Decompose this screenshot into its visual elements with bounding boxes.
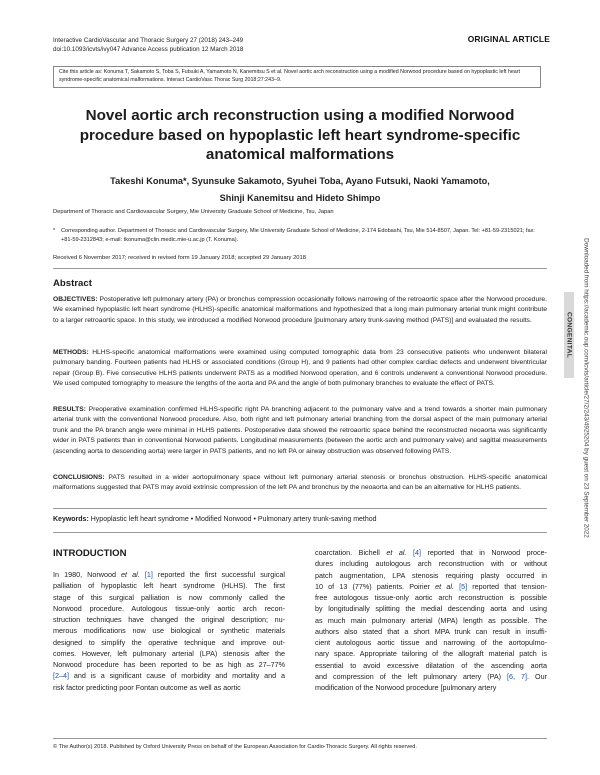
copyright-footer: © The Author(s) 2018. Published by Oxford University Press on behalf of the European Association for Cardio-Thoracic Surgery. All rights reserved. [53,744,417,750]
abstract-conclusions [53,473,547,494]
conclusions-label: CONCLUSIONS: [53,474,105,481]
abstract-methods [53,348,547,390]
intro-column-left [53,569,285,693]
affiliation: Department of Thoracic and Cardiovascular Surgery, Mie University Graduate School of Medicine, Tsu, Japan [53,209,334,215]
methods-text: HLHS-specific anatomical malformations were examined using computed tomographic data from 23 consecutive patients who underwent bilateral pulmonary banding. Fourteen patients had HLHS or associated conditions (Group H), and 9 patients had other complex cardiac defects and underwent biventricular repair (Group B). Five consecutive HLHS patients underwent PATS as a modified Norwood operation, and 6 controls underwent a conventional Norwood procedure. We used computed tomography to measure the lengths of the aorta and PA and the angle of both pulmonary branches to evaluate the effect of PATS. [53,349,547,388]
citation-box [53,66,541,88]
footnote-star: * [53,228,56,234]
introduction-heading: INTRODUCTION [53,548,127,559]
line-text: Norwood procedure. Autologous tissue-only aortic arch recon- [53,603,285,613]
citation-ref[interactable]: [6, 7] [507,671,528,681]
intro-line [315,603,547,614]
download-note: Downloaded from https://academic.oup.com/icvts/article/27/2/243/4925204 by guest on 23 September 2022 [582,238,590,538]
intro-line [315,581,547,592]
line-text: In 1980, Norwood [53,570,122,579]
keywords-text: Hypoplastic left heart syndrome • Modified Norwood • Pulmonary artery trunk-saving method [88,516,377,523]
intro-line [53,614,285,625]
line-text: reported that tension- [467,581,547,591]
citation-ref[interactable]: [5] [453,581,468,591]
section-tab [564,292,574,378]
line-text: . Our [527,671,548,681]
italic-text: et al. [386,548,407,557]
abstract-heading: Abstract [53,278,92,289]
line-text: free autologous tissue-only aortic arch reconstruction is possible [315,593,547,602]
line-text: as much main pulmonary arterial (MPA) length as possible. The [315,615,547,625]
abstract-results [53,405,547,457]
intro-line [53,659,285,670]
intro-line [315,558,547,569]
citation-ref[interactable]: [1] [139,570,153,579]
intro-line [315,671,547,682]
running-header [53,36,243,54]
abstract-objectives [53,295,547,326]
line-text: and compression of the left pulmonary artery (PA) [315,671,508,681]
citation-ref[interactable]: [2–4] [53,671,69,681]
intro-line [53,625,285,636]
intro-line [315,615,547,626]
line-text: merous modifications now use biological or synthetic materials [53,626,285,636]
results-label: RESULTS: [53,406,86,413]
line-text: cient autologous aortic tissue and narrowing of the aortopulmo- [315,638,547,647]
line-text: risk factor predicting poor Fontan outcome as well as aortic [53,682,241,692]
intro-line [53,603,285,614]
intro-line [53,580,285,591]
line-text: by longitudinally splitting the medial descending aorta and using [315,604,547,614]
conclusions-text: PATS resulted in a wider aortopulmonary space without left pulmonary arterial stenosis or bronchus obstruction. HLHS-specific anatomical malformations suggested that PATS may avoid extrinsic compression of the left PA and bronchus by the neoaorta and can be an alternative for HLHS patients. [53,474,547,492]
received-dates: Received 6 November 2017; received in revised form 19 January 2018; accepted 29 January 2018 [53,255,306,261]
intro-line [53,592,285,603]
citation-ref[interactable]: [4] [406,548,421,557]
author-line-2: Shinji Kanemitsu and Hideto Shimpo [219,192,381,203]
keywords-top-rule [53,508,547,509]
line-text: Norwood procedure has been reported to be as high as 27–77% [53,660,285,669]
objectives-text: Postoperative left pulmonary artery (PA) or bronchus compression occasionally follows narrowing of the retroaortic space after the Norwood procedure. We examined hypoplastic left heart syndrome (HLHS)-specific anatomical malformations and hypothesized that a long main pulmonary arterial trunk might contribute to a larger retroaortic space. In this study, we introduced a modified Norwood procedure [pulmonary artery trunk-saving method (PATS)] and evaluated the results. [53,296,547,324]
abstract-top-rule [53,268,547,269]
line-text: coarctation. Bichell [315,548,387,557]
intro-line [53,670,285,681]
line-text: authors also stated that a short MPA trunk can result in insuffi- [315,626,547,636]
author-line-1: Takeshi Konuma*, Syunsuke Sakamoto, Syuhei Toba, Ayano Futsuki, Naoki Yamamoto, [110,176,490,186]
article-type-label: ORIGINAL ARTICLE [467,34,550,44]
article-title: Novel aortic arch reconstruction using a modified Norwood procedure based on hypoplastic left heart syndrome-specific anatomical malformations [79,107,521,163]
intro-column-right [315,547,547,693]
keywords-bottom-rule [53,532,547,533]
intro-line [53,637,285,648]
section-mark-text: CONGENITAL [565,311,573,359]
line-text: designed to simplify the operative technique and improve out- [53,637,285,647]
line-text: dures including autologous arch reconstruction with or without [315,559,547,569]
keywords [53,516,377,523]
results-text: Preoperative examination confirmed HLHS-specific right PA branching adjacent to the pulmonary valve and a trend towards a shorter main pulmonary arterial trunk with the conventional Norwood procedure. Also, both right and left pulmonary arterial branching from the dorsal aspect of the main pulmonary arterial trunk and the PA branch angle were minimal in HLHS patients. Postoperative data showed the retroaortic space behind the reconstructed neoaorta was significantly wider in PATS patients than in conventional Norwood patients. Longitudinal measurements (between the aortic arch and pulmonary valve) and sagittal measurements (ascending aorta to descending aorta) were larger in PATS patients, and no left PA or airway obstruction was observed following PATS. [53,406,547,455]
correspondence-text: Corresponding author. Department of Thoracic and Cardiovascular Surgery, Mie University Graduate School of Medicine, 2-174 Edobashi, Tsu, Mie 514-8507, Japan. Tel: +81-59-2315021; fax: +81-59-2312843; e-mail: tkonuma@clin.medic.mie-u.ac.jp (T. Konuma). [61,228,535,243]
keywords-label: Keywords: [53,516,89,523]
line-text: palliation of hypoplastic left heart syndrome (HLHS). The first [53,581,285,591]
author-list [80,173,520,206]
intro-line [315,682,547,693]
intro-line [315,626,547,637]
line-text: nary space. Appropriate tailoring of the allograft material patch is [315,649,547,659]
intro-line [53,569,285,580]
intro-line [53,648,285,659]
objectives-label: OBJECTIVES: [53,296,98,303]
line-text: reported the first successful surgical [152,570,285,579]
line-text: modification of the Norwood procedure [pulmonary artery [315,683,497,692]
line-text: stage of this surgical palliation is now commonly called the [53,592,285,602]
line-text: struction techniques have changed the original description; nu- [53,615,285,624]
line-text: 10 of 13 (77%) patients. Poirier [315,581,436,591]
doi-line: doi:10.1093/icvts/ivy047 Advance Access publication 12 March 2018 [53,46,244,53]
intro-line [315,592,547,603]
italic-text: et al. [435,581,454,591]
intro-line [315,547,547,558]
correspondence-note [53,227,543,245]
intro-line [53,682,285,693]
line-text: comes. However, left pulmonary arterial (LPA) stenosis after the [53,648,285,658]
italic-text: et al. [121,570,140,579]
line-text: reported that in Norwood proce- [420,548,547,557]
intro-line [315,570,547,581]
intro-line [315,648,547,659]
intro-line [315,660,547,671]
footer-rule [53,738,547,739]
methods-label: METHODS: [53,349,89,356]
intro-line [315,637,547,648]
line-text: and is a significant cause of morbidity and mortality and a [69,671,285,681]
line-text: patch augmentation, LPA stenosis requiring plasty occurred in [315,570,547,580]
citation-text: Cite this article as: Konuma T, Sakamoto S, Toba S, Futsuki A, Yamamoto N, Kanemitsu S et al. Novel aortic arch reconstruction using a modified Norwood procedure based on hypoplastic left heart syndrome-specific anatomical malformations. Interact CardioVasc Thorac Surg 2018;27:243–9. [59,69,520,83]
line-text: essential to avoid excessive dilatation of the ascending aorta [315,660,547,670]
journal-line: Interactive CardioVascular and Thoracic Surgery 27 (2018) 243–249 [53,37,244,44]
